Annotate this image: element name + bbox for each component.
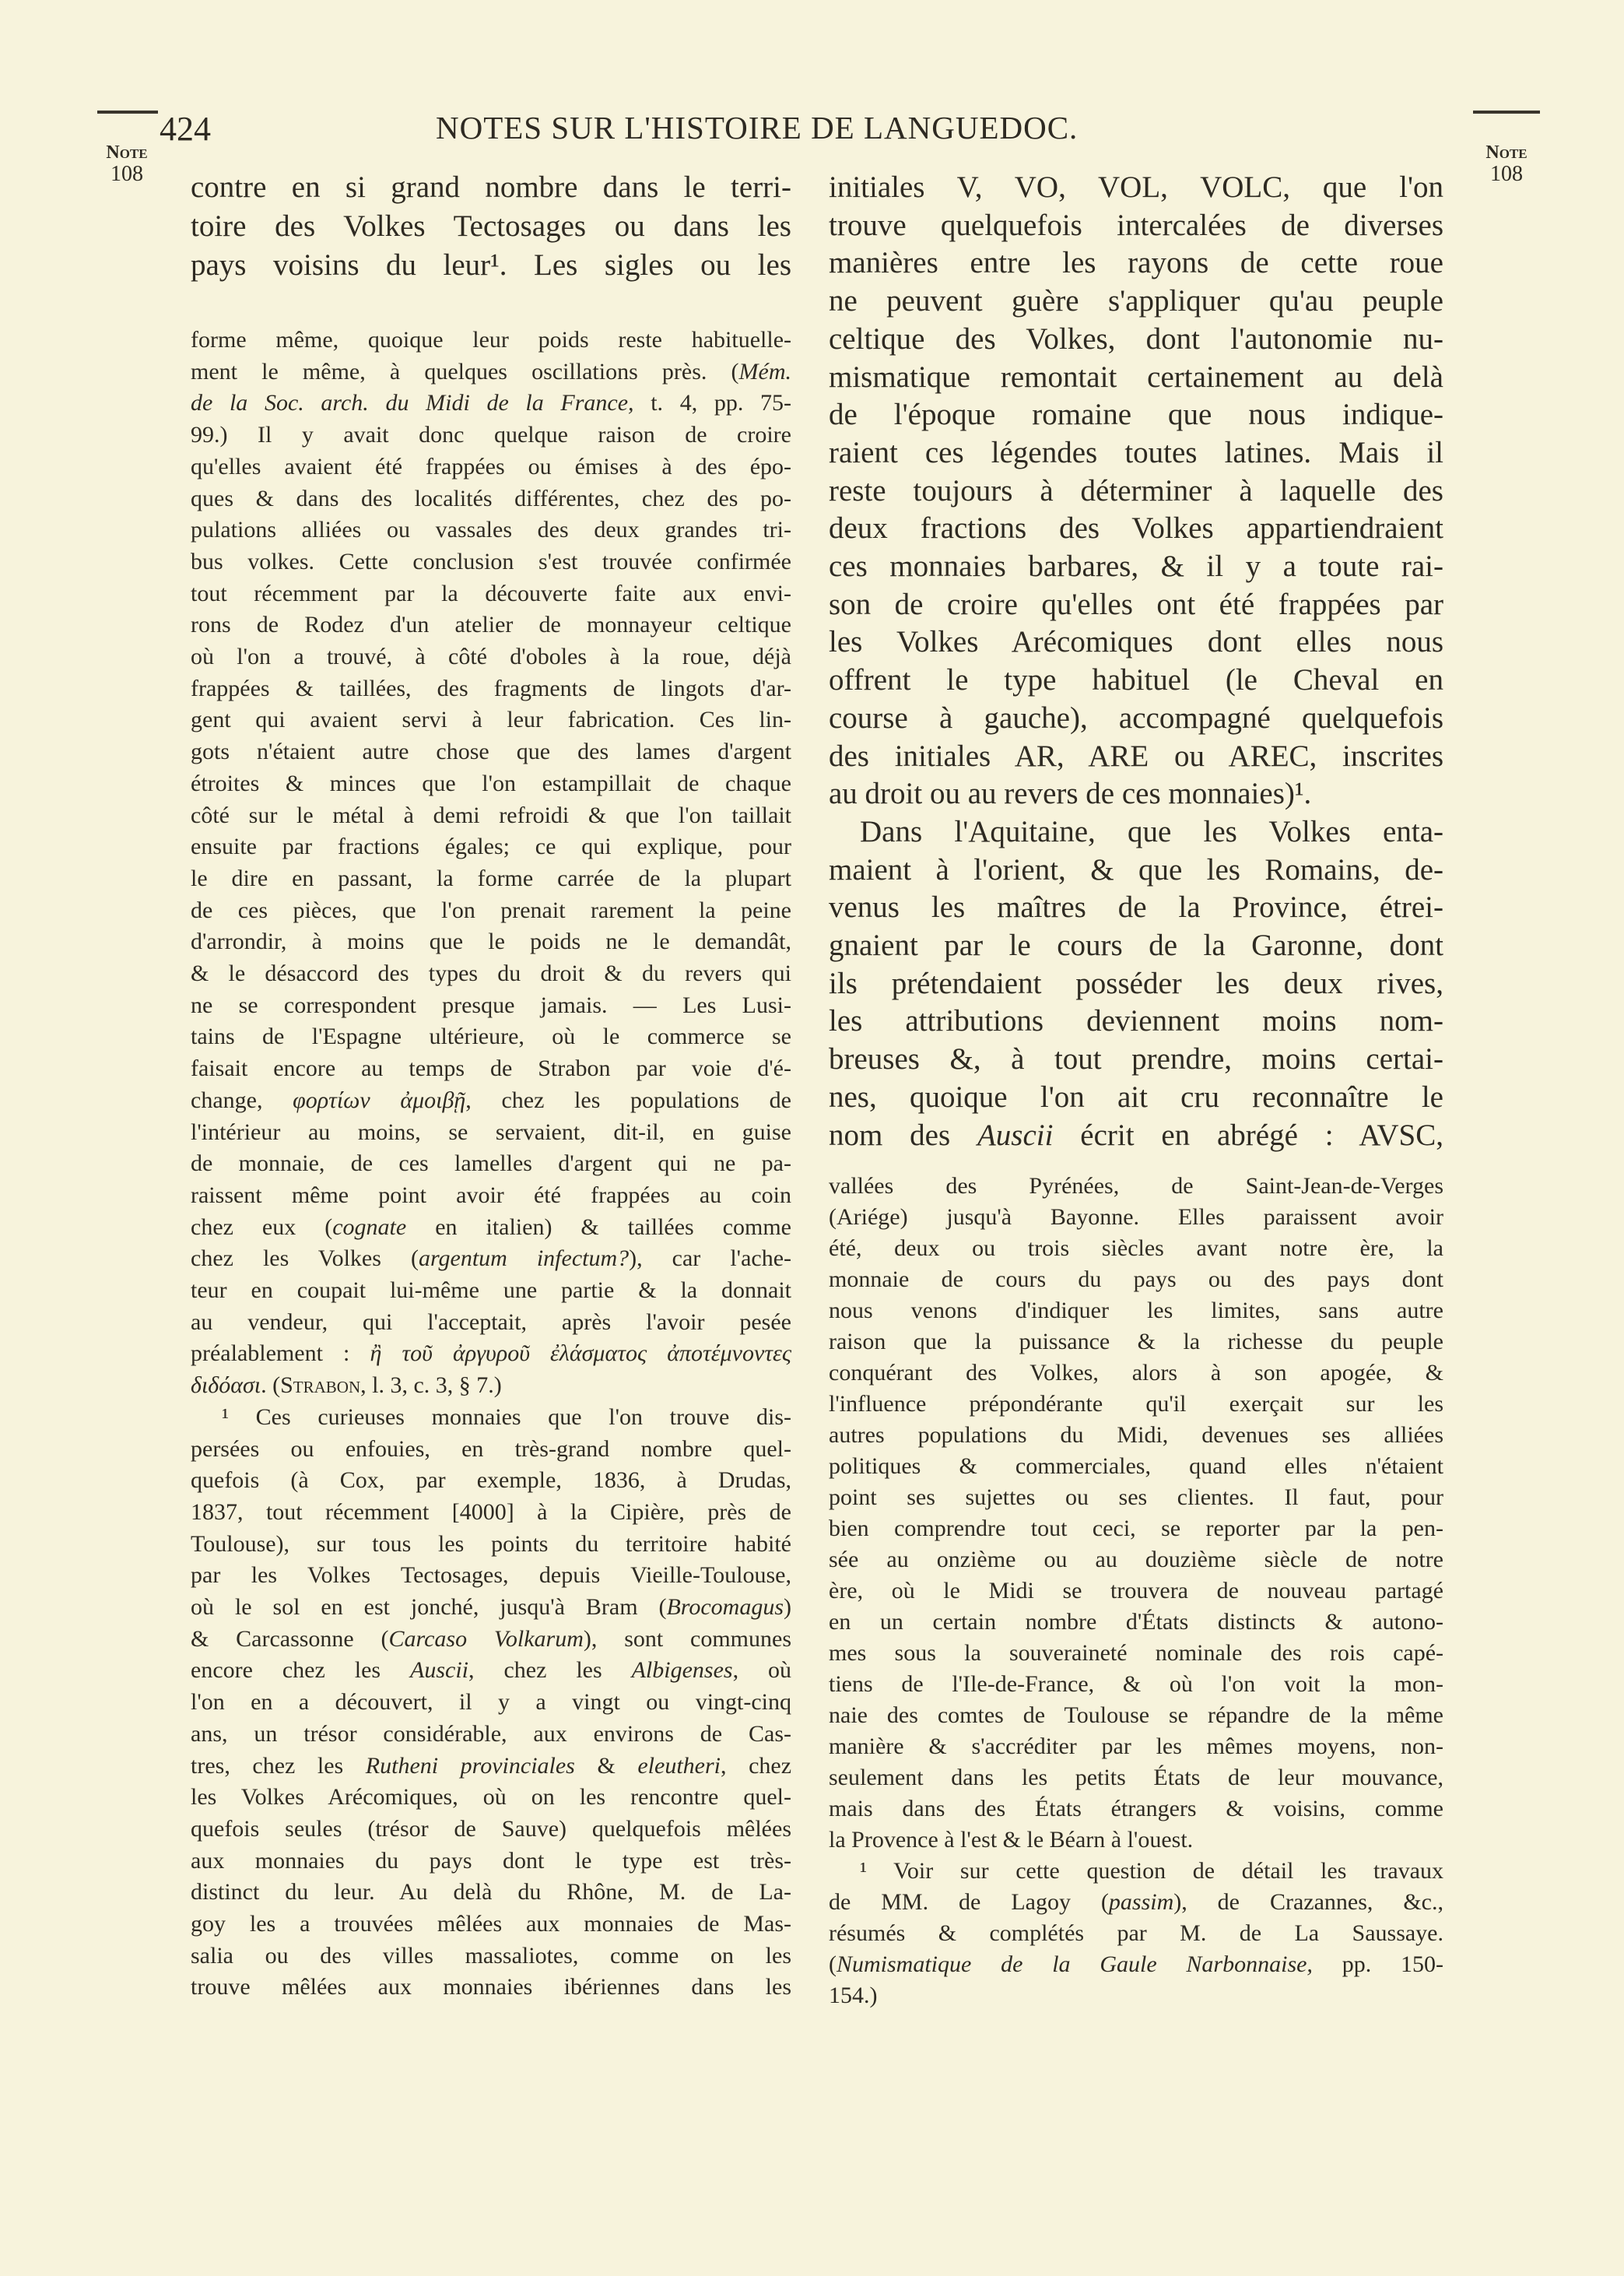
text-segment: t. 4, pp. 75- <box>633 390 791 416</box>
text-segment: où le sol en est jonché, jusqu'à Bram ( <box>191 1594 667 1620</box>
margin-rule-left <box>97 111 158 114</box>
text-segment: autres populations du Midi, devenues ses alliées <box>829 1422 1443 1448</box>
text-segment: préalablement : <box>191 1340 370 1367</box>
text-segment: pp. 150- <box>1312 1951 1443 1977</box>
text-line <box>829 1329 1443 1355</box>
text-line <box>829 283 1443 318</box>
text-line <box>191 1721 791 1747</box>
text-segment: Auscii <box>410 1657 469 1684</box>
text-line <box>191 771 791 797</box>
text-line <box>191 517 791 543</box>
text-segment: côté sur le métal à demi refroidi & que l'on taillait <box>191 802 791 828</box>
text-line <box>829 1640 1443 1667</box>
text-segment: ), car l'ache- <box>629 1245 792 1272</box>
text-line <box>191 359 791 385</box>
text-line <box>829 1671 1443 1698</box>
text-line <box>191 486 791 512</box>
text-line <box>829 928 1443 963</box>
text-segment: forme même, quoique leur poids reste habituelle- <box>191 327 791 353</box>
text-segment: persées ou enfouies, en très-grand nombre quel- <box>191 1435 791 1462</box>
text-line <box>191 549 791 575</box>
text-line <box>191 897 791 924</box>
text-line <box>829 662 1443 697</box>
text-segment: 1837, tout récemment [4000] à la Cipière, près de <box>191 1498 791 1525</box>
text-segment: change, <box>191 1087 293 1113</box>
text-segment: ne peuvent guère s'appliquer qu'au peuple <box>829 284 1443 318</box>
text-line <box>829 852 1443 887</box>
text-segment: bus volkes. Cette conclusion s'est trouvée confirmée <box>191 548 791 574</box>
text-segment: mismatique remontait certainement au delà <box>829 360 1443 394</box>
text-segment: goy les a trouvées mêlées aux monnaies de Mas- <box>191 1911 791 1937</box>
text-segment: raissent même point avoir été frappées au coin <box>191 1182 791 1208</box>
text-segment: Brocomagus <box>666 1594 784 1620</box>
text-line <box>829 966 1443 1001</box>
text-line <box>191 1562 791 1589</box>
text-line <box>829 1702 1443 1729</box>
text-segment: gots n'étaient autre chose que des lames d'argent <box>191 739 791 765</box>
text-segment: breuses &, à tout prendre, moins certai- <box>829 1042 1443 1077</box>
margin-note-number: 108 <box>110 162 143 186</box>
text-segment: nom des <box>829 1118 977 1152</box>
text-segment: Albigenses <box>631 1657 733 1684</box>
text-segment: cognate <box>332 1214 407 1240</box>
text-segment: Carcaso Volkarum <box>388 1625 584 1652</box>
text-line <box>191 676 791 702</box>
text-line <box>191 1055 791 1082</box>
text-line <box>829 1733 1443 1760</box>
text-segment: Numismatique de la Gaule Narbonnaise, <box>837 1951 1313 1977</box>
text-segment: de ces pièces, que l'on prenait rarement la peine <box>191 897 791 923</box>
text-line <box>191 1372 791 1399</box>
text-segment: les Volkes Arécomiques dont elles nous <box>829 625 1443 659</box>
text-segment: chez les Volkes ( <box>191 1245 419 1272</box>
text-line <box>191 1119 791 1146</box>
text-line <box>191 209 791 244</box>
text-segment: eleutheri <box>637 1752 721 1779</box>
text-line <box>191 1974 791 2000</box>
text-segment: raison que la puissance & la richesse du peuple <box>829 1329 1443 1354</box>
text-line <box>191 1594 791 1621</box>
text-line <box>191 1848 791 1874</box>
text-segment: tres, chez les <box>191 1752 366 1779</box>
text-segment: ( <box>829 1951 837 1977</box>
text-segment: ques & dans des localités différentes, chez des po- <box>191 485 791 511</box>
text-line <box>829 1204 1443 1231</box>
text-segment: ) <box>784 1594 791 1620</box>
text-segment: Mém. <box>738 358 791 385</box>
text-segment: mes sous la souveraineté nominale des rois capé- <box>829 1640 1443 1666</box>
text-line <box>860 814 1443 849</box>
text-segment: tout récemment par la découverte faite aux envi- <box>191 580 791 606</box>
text-segment: par les Volkes Tectosages, depuis Vieille-Toulouse, <box>191 1562 791 1589</box>
text-line <box>829 890 1443 925</box>
text-line <box>829 1547 1443 1573</box>
text-line <box>829 1920 1443 1947</box>
text-line <box>191 422 791 448</box>
text-segment: tiens de l'Ile-de-France, & où l'on voit la mon- <box>829 1671 1443 1697</box>
text-line <box>191 1277 791 1304</box>
text-line <box>191 248 791 283</box>
text-segment: écrit en abrégé : AVSC, <box>1053 1118 1443 1152</box>
text-line <box>191 1911 791 1937</box>
page-number: 424 <box>160 110 211 148</box>
text-segment: toire des Volkes Tectosages ou dans les <box>191 209 791 243</box>
text-segment: chez eux ( <box>191 1214 333 1240</box>
running-title: NOTES SUR L'HISTOIRE DE LANGUEDOC. <box>436 110 1079 146</box>
text-segment: initiales V, VO, VOL, VOLC, que l'on <box>829 170 1443 204</box>
text-segment: venus les maîtres de la Province, étrei- <box>829 890 1443 925</box>
text-line <box>191 929 791 955</box>
text-segment: ans, un trésor considérable, aux environs de Cas- <box>191 1720 791 1747</box>
text-segment: quefois (à Cox, par exemple, 1836, à Drudas, <box>191 1467 791 1494</box>
text-segment: d'arrondir, à moins que le poids ne le demandât, <box>191 929 791 955</box>
text-segment: & Carcassonne ( <box>191 1625 389 1652</box>
text-segment: mais dans des États étrangers & voisins, comme <box>829 1796 1443 1821</box>
text-segment: reste toujours à déterminer à laquelle des <box>829 473 1443 508</box>
text-segment: ¹ Voir sur cette question de détail les travaux <box>860 1858 1443 1884</box>
text-line <box>829 739 1443 774</box>
text-line <box>191 834 791 860</box>
text-line <box>829 1235 1443 1262</box>
text-segment: manières entre les rayons de cette roue <box>829 246 1443 280</box>
text-line <box>191 1753 791 1779</box>
text-segment: ensuite par fractions égales; ce qui explique, pour <box>191 834 791 860</box>
text-segment: offrent le type habituel (le Cheval en <box>829 663 1443 697</box>
margin-note-left <box>92 142 162 185</box>
text-segment: ces monnaies barbares, & il y a toute rai- <box>829 550 1443 583</box>
text-segment: encore chez les <box>191 1657 411 1684</box>
text-segment: de l'époque romaine que nous indique- <box>829 398 1443 432</box>
text-line <box>191 1499 791 1526</box>
text-segment: sée au onzième ou au douzième siècle de notre <box>829 1547 1443 1572</box>
text-line <box>829 549 1443 584</box>
text-segment: . ( <box>261 1372 281 1399</box>
text-segment: , chez les populations de <box>465 1087 791 1113</box>
text-line <box>829 1360 1443 1386</box>
text-line <box>829 1391 1443 1417</box>
text-line <box>829 1578 1443 1604</box>
text-line <box>829 624 1443 659</box>
text-segment: en un certain nombre d'États distincts & autono- <box>829 1609 1443 1635</box>
text-segment: trouve quelquefois intercalées de diverses <box>829 208 1443 242</box>
text-segment: naie des comtes de Toulouse se répandre de la même <box>829 1702 1443 1728</box>
text-segment: maient à l'orient, & que les Romains, de- <box>829 852 1443 887</box>
text-line <box>191 1024 791 1050</box>
text-segment: gnaient par le cours de la Garonne, dont <box>829 929 1443 962</box>
text-segment: deux fractions des Volkes appartiendraient <box>829 511 1443 546</box>
margin-note-number: 108 <box>1490 162 1523 186</box>
text-line <box>191 1467 791 1494</box>
text-line <box>829 1889 1443 1916</box>
text-line <box>191 1245 791 1272</box>
text-segment: Auscii <box>977 1118 1054 1152</box>
text-line <box>191 1879 791 1905</box>
text-segment: étroites & minces que l'on estampillait de chaque <box>191 770 791 796</box>
text-segment: qu'elles avaient été frappées ou émises à des épo- <box>191 453 791 479</box>
text-segment: le dire en passant, la forme carrée de la plupart <box>191 865 791 891</box>
text-segment: conquérant des Volkes, alors à son apogée, & <box>829 1360 1443 1386</box>
text-line <box>191 707 791 733</box>
text-line <box>829 360 1443 395</box>
text-line <box>829 1516 1443 1542</box>
text-segment: manière & s'accréditer par les mêmes moyens, non- <box>829 1733 1443 1759</box>
text-segment: son de croire qu'elles ont été frappées par <box>829 587 1443 621</box>
text-line <box>829 1484 1443 1511</box>
text-segment: de monnaie, de ces lamelles d'argent qui ne pa- <box>191 1150 791 1177</box>
text-segment: nes, quoique l'on ait cru reconnaître le <box>829 1080 1443 1114</box>
text-line <box>829 1453 1443 1480</box>
text-segment: de la Soc. arch. du Midi de la France, <box>191 390 634 416</box>
margin-note-label: Note <box>106 142 148 163</box>
text-line <box>829 1422 1443 1449</box>
text-line <box>191 390 791 416</box>
text-segment: les Volkes Arécomiques, où on les rencontre quel- <box>191 1784 791 1811</box>
text-segment: seulement dans les petits États de leur mouvance, <box>829 1765 1443 1790</box>
text-segment: course à gauche), accompagné quelquefois <box>829 701 1443 735</box>
text-line <box>191 1182 791 1209</box>
text-segment: 154.) <box>829 1983 878 2008</box>
text-line <box>191 327 791 353</box>
text-line <box>829 1118 1443 1153</box>
text-segment: quefois seules (trésor de Sauve) quelquefois mêlées <box>191 1815 791 1842</box>
text-line <box>829 701 1443 736</box>
text-line <box>191 961 791 987</box>
text-line <box>829 1765 1443 1791</box>
text-segment: & le désaccord des types du droit & du revers qui <box>191 961 791 986</box>
margin-rule-right <box>1473 111 1540 114</box>
text-line <box>829 1173 1443 1199</box>
text-segment: au vendeur, qui l'acceptait, après l'avoir pesée <box>191 1308 791 1335</box>
text-segment: la Provence à l'est & le Béarn à l'ouest. <box>829 1827 1194 1853</box>
text-segment: , chez les <box>468 1657 632 1684</box>
text-line <box>191 1689 791 1716</box>
text-line <box>829 473 1443 508</box>
text-line <box>829 511 1443 546</box>
text-segment: aux monnaies du pays dont le type est très- <box>191 1847 791 1874</box>
text-segment: de MM. de Lagoy ( <box>829 1889 1109 1915</box>
text-line <box>829 1298 1443 1324</box>
text-segment: point ses sujettes ou ses clientes. Il faut, pour <box>829 1484 1443 1510</box>
text-segment: raient ces légendes toutes latines. Mais il <box>829 435 1443 469</box>
text-segment: ), sont communes <box>583 1625 791 1652</box>
text-segment: , où <box>732 1657 792 1684</box>
text-segment: politiques & commerciales, quand elles n'étaient <box>829 1453 1443 1479</box>
text-segment: ment le même, à quelques oscillations près. ( <box>191 358 739 385</box>
text-segment: vallées des Pyrénées, de Saint-Jean-de-Verges <box>829 1173 1443 1199</box>
text-segment: διδόασι <box>191 1372 261 1399</box>
text-segment: ), de Crazannes, &c., <box>1173 1889 1443 1915</box>
text-segment: 99.) Il y avait donc quelque raison de croire <box>191 422 791 448</box>
margin-note-label: Note <box>1485 142 1528 163</box>
text-segment: résumés & complétés par M. de La Saussaye. <box>829 1920 1443 1946</box>
text-line <box>860 1858 1443 1884</box>
text-segment: , chez <box>721 1752 792 1779</box>
text-segment: distinct du leur. Au delà du Rhône, M. de La- <box>191 1879 791 1905</box>
text-segment: pays voisins du leur¹. Les sigles ou les <box>191 248 791 282</box>
text-segment: teur en coupait lui-même une partie & la donnait <box>191 1277 791 1303</box>
text-line <box>829 1796 1443 1822</box>
text-line <box>829 1951 1443 1978</box>
text-line <box>829 776 1443 811</box>
text-segment: Rutheni provinciales <box>365 1752 575 1779</box>
text-segment: contre en si grand nombre dans le terri- <box>191 170 791 204</box>
text-segment: des initiales AR, ARE ou AREC, inscrites <box>829 739 1443 773</box>
text-line <box>191 992 791 1019</box>
text-segment: gent qui avaient servi à leur fabrication. Ces lin- <box>191 707 791 733</box>
text-segment: tains de l'Espagne ultérieure, où le commerce se <box>191 1024 791 1050</box>
text-segment: les attributions deviennent moins nom- <box>829 1004 1443 1038</box>
text-line <box>222 1404 791 1431</box>
text-segment: Dans l'Aquitaine, que les Volkes enta- <box>860 814 1443 848</box>
text-line <box>829 170 1443 205</box>
text-line <box>829 1080 1443 1115</box>
text-line <box>191 739 791 765</box>
text-segment: salia ou des villes massaliotes, comme on les <box>191 1942 791 1969</box>
text-line <box>829 435 1443 470</box>
text-line <box>829 245 1443 280</box>
text-line <box>191 581 791 607</box>
text-line <box>829 208 1443 243</box>
text-segment: frappées & taillées, des fragments de lingots d'ar- <box>191 675 791 701</box>
text-segment: celtique des Volkes, dont l'autonomie nu- <box>829 321 1443 356</box>
text-segment: été, deux ou trois siècles avant notre ère, la <box>829 1235 1443 1261</box>
text-segment: nous venons d'indiquer les limites, sans autre <box>829 1298 1443 1323</box>
text-line <box>829 397 1443 432</box>
text-segment: rons de Rodez d'un atelier de monnayeur celtique <box>191 612 791 638</box>
text-line <box>191 1943 791 1969</box>
text-line <box>191 1150 791 1177</box>
text-segment: trouve mêlées aux monnaies ibériennes dans les <box>191 1974 791 2000</box>
text-line <box>829 1827 1443 1853</box>
text-line <box>829 1041 1443 1077</box>
text-segment: en italien) & taillées comme <box>406 1214 791 1240</box>
text-segment: ils prétendaient posséder les deux rives, <box>829 966 1443 1000</box>
text-segment: l'influence prépondérante qu'il exerçait sur les <box>829 1391 1443 1417</box>
text-line <box>191 803 791 829</box>
text-line <box>191 612 791 638</box>
text-segment: & <box>574 1752 638 1779</box>
text-segment: faisait encore au temps de Strabon par voie d'é- <box>191 1055 791 1082</box>
text-line <box>191 1214 791 1241</box>
text-segment: au droit ou au revers de ces monnaies)¹. <box>829 777 1312 811</box>
text-segment: passim <box>1108 1889 1174 1915</box>
text-line <box>829 321 1443 357</box>
text-line <box>191 1340 791 1367</box>
text-line <box>191 1657 791 1684</box>
text-segment: Toulouse), sur tous les points du territoire habité <box>191 1530 791 1557</box>
text-segment: l'on en a découvert, il y a vingt ou vingt-cinq <box>191 1689 791 1716</box>
text-segment: l'intérieur au moins, se servaient, dit-il, en guise <box>191 1119 791 1145</box>
text-line <box>191 1816 791 1842</box>
text-segment: pulations alliées ou vassales des deux grandes tri- <box>191 517 791 543</box>
text-line <box>191 1531 791 1558</box>
text-segment: , l. 3, c. 3, § 7.) <box>360 1372 502 1399</box>
text-segment: bien comprendre tout ceci, se reporter par la pen- <box>829 1516 1443 1541</box>
text-line <box>191 454 791 480</box>
text-line <box>191 866 791 892</box>
text-line <box>191 1436 791 1463</box>
text-line <box>829 1003 1443 1038</box>
text-segment: argentum infectum? <box>418 1245 630 1272</box>
text-line <box>829 1266 1443 1293</box>
text-line <box>191 1087 791 1114</box>
text-segment: Strabon <box>280 1372 361 1399</box>
text-line <box>191 1309 791 1336</box>
text-segment: ἢ τοῦ ἀργυροῦ ἐλάσματος ἀποτέμνοντες <box>370 1340 791 1367</box>
text-line <box>191 170 791 205</box>
text-segment: (Ariége) jusqu'à Bayonne. Elles paraissent avoir <box>829 1204 1443 1230</box>
text-segment: où l'on a trouvé, à côté d'oboles à la roue, déjà <box>191 644 791 669</box>
text-segment: ne se correspondent presque jamais. — Les Lusi- <box>191 992 791 1018</box>
text-line <box>191 644 791 670</box>
text-segment: φορτίων ἀμοιβῇ <box>293 1087 466 1113</box>
text-line <box>191 1784 791 1811</box>
text-segment: monnaie de cours du pays ou des pays dont <box>829 1266 1443 1292</box>
text-segment: ¹ Ces curieuses monnaies que l'on trouve dis- <box>222 1403 791 1430</box>
text-segment: ère, où le Midi se trouvera de nouveau partagé <box>829 1578 1443 1603</box>
text-line <box>829 1983 1443 2009</box>
text-line <box>191 1626 791 1653</box>
text-line <box>829 1609 1443 1635</box>
margin-note-right <box>1471 142 1542 185</box>
text-line <box>829 587 1443 622</box>
